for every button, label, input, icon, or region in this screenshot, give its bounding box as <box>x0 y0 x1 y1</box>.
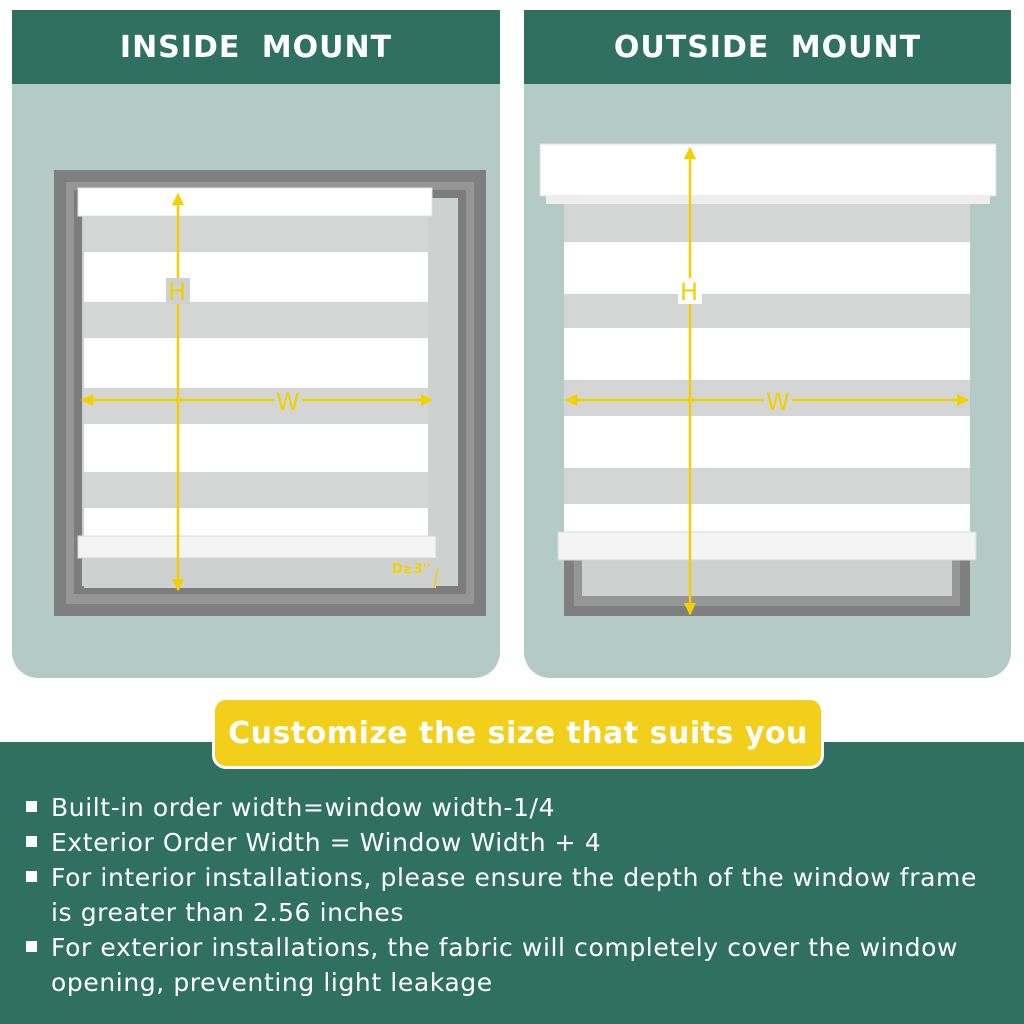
inside-mount-title: INSIDE MOUNT <box>12 10 500 84</box>
bottom-rail <box>558 532 976 560</box>
spec-item-text: Exterior Order Width = Window Width + 4 <box>51 828 602 857</box>
sheer-stripe <box>564 504 970 532</box>
spec-item-text: For interior installations, please ensure the depth of the window frame is greater than 2.56 inches <box>51 863 977 927</box>
spec-item <box>24 790 1004 825</box>
outside-mount-title: OUTSIDE MOUNT <box>524 10 1011 84</box>
sheer-stripe <box>84 338 428 388</box>
inside-mount-illustration <box>12 10 500 678</box>
sheer-stripe <box>564 328 970 380</box>
spec-item <box>24 825 1004 860</box>
sheer-stripe <box>84 252 428 302</box>
headrail <box>78 188 432 216</box>
square-bullet-icon <box>26 871 37 882</box>
sheer-stripe <box>84 424 428 472</box>
spec-item-text: Built-in order width=window width-1/4 <box>51 793 556 822</box>
spec-list <box>24 790 1004 1000</box>
inside-height-label: H <box>168 278 187 306</box>
square-bullet-icon <box>26 941 37 952</box>
spec-item <box>24 860 1004 930</box>
sheer-stripe <box>564 416 970 468</box>
spec-item <box>24 930 1004 1000</box>
outside-blind <box>558 204 976 560</box>
inside-mount-panel <box>12 10 500 678</box>
bottom-rail <box>78 536 436 558</box>
outside-mount-illustration <box>524 10 1011 678</box>
inside-blind <box>78 188 436 588</box>
inside-width-label: W <box>276 388 300 416</box>
outside-width-label: W <box>766 388 790 416</box>
sheer-stripe <box>84 508 428 538</box>
square-bullet-icon <box>26 836 37 847</box>
sheer-stripe <box>564 242 970 294</box>
outside-mount-panel <box>524 10 1011 678</box>
customize-banner: Customize the size that suits you <box>212 697 824 769</box>
cassette-headrail <box>540 144 996 196</box>
square-bullet-icon <box>26 801 37 812</box>
spec-item-text: For exterior installations, the fabric will completely cover the window opening, preventing light leakage <box>51 933 959 997</box>
outside-height-label: H <box>680 278 699 306</box>
inside-depth-label: D≥3'' <box>392 562 431 577</box>
